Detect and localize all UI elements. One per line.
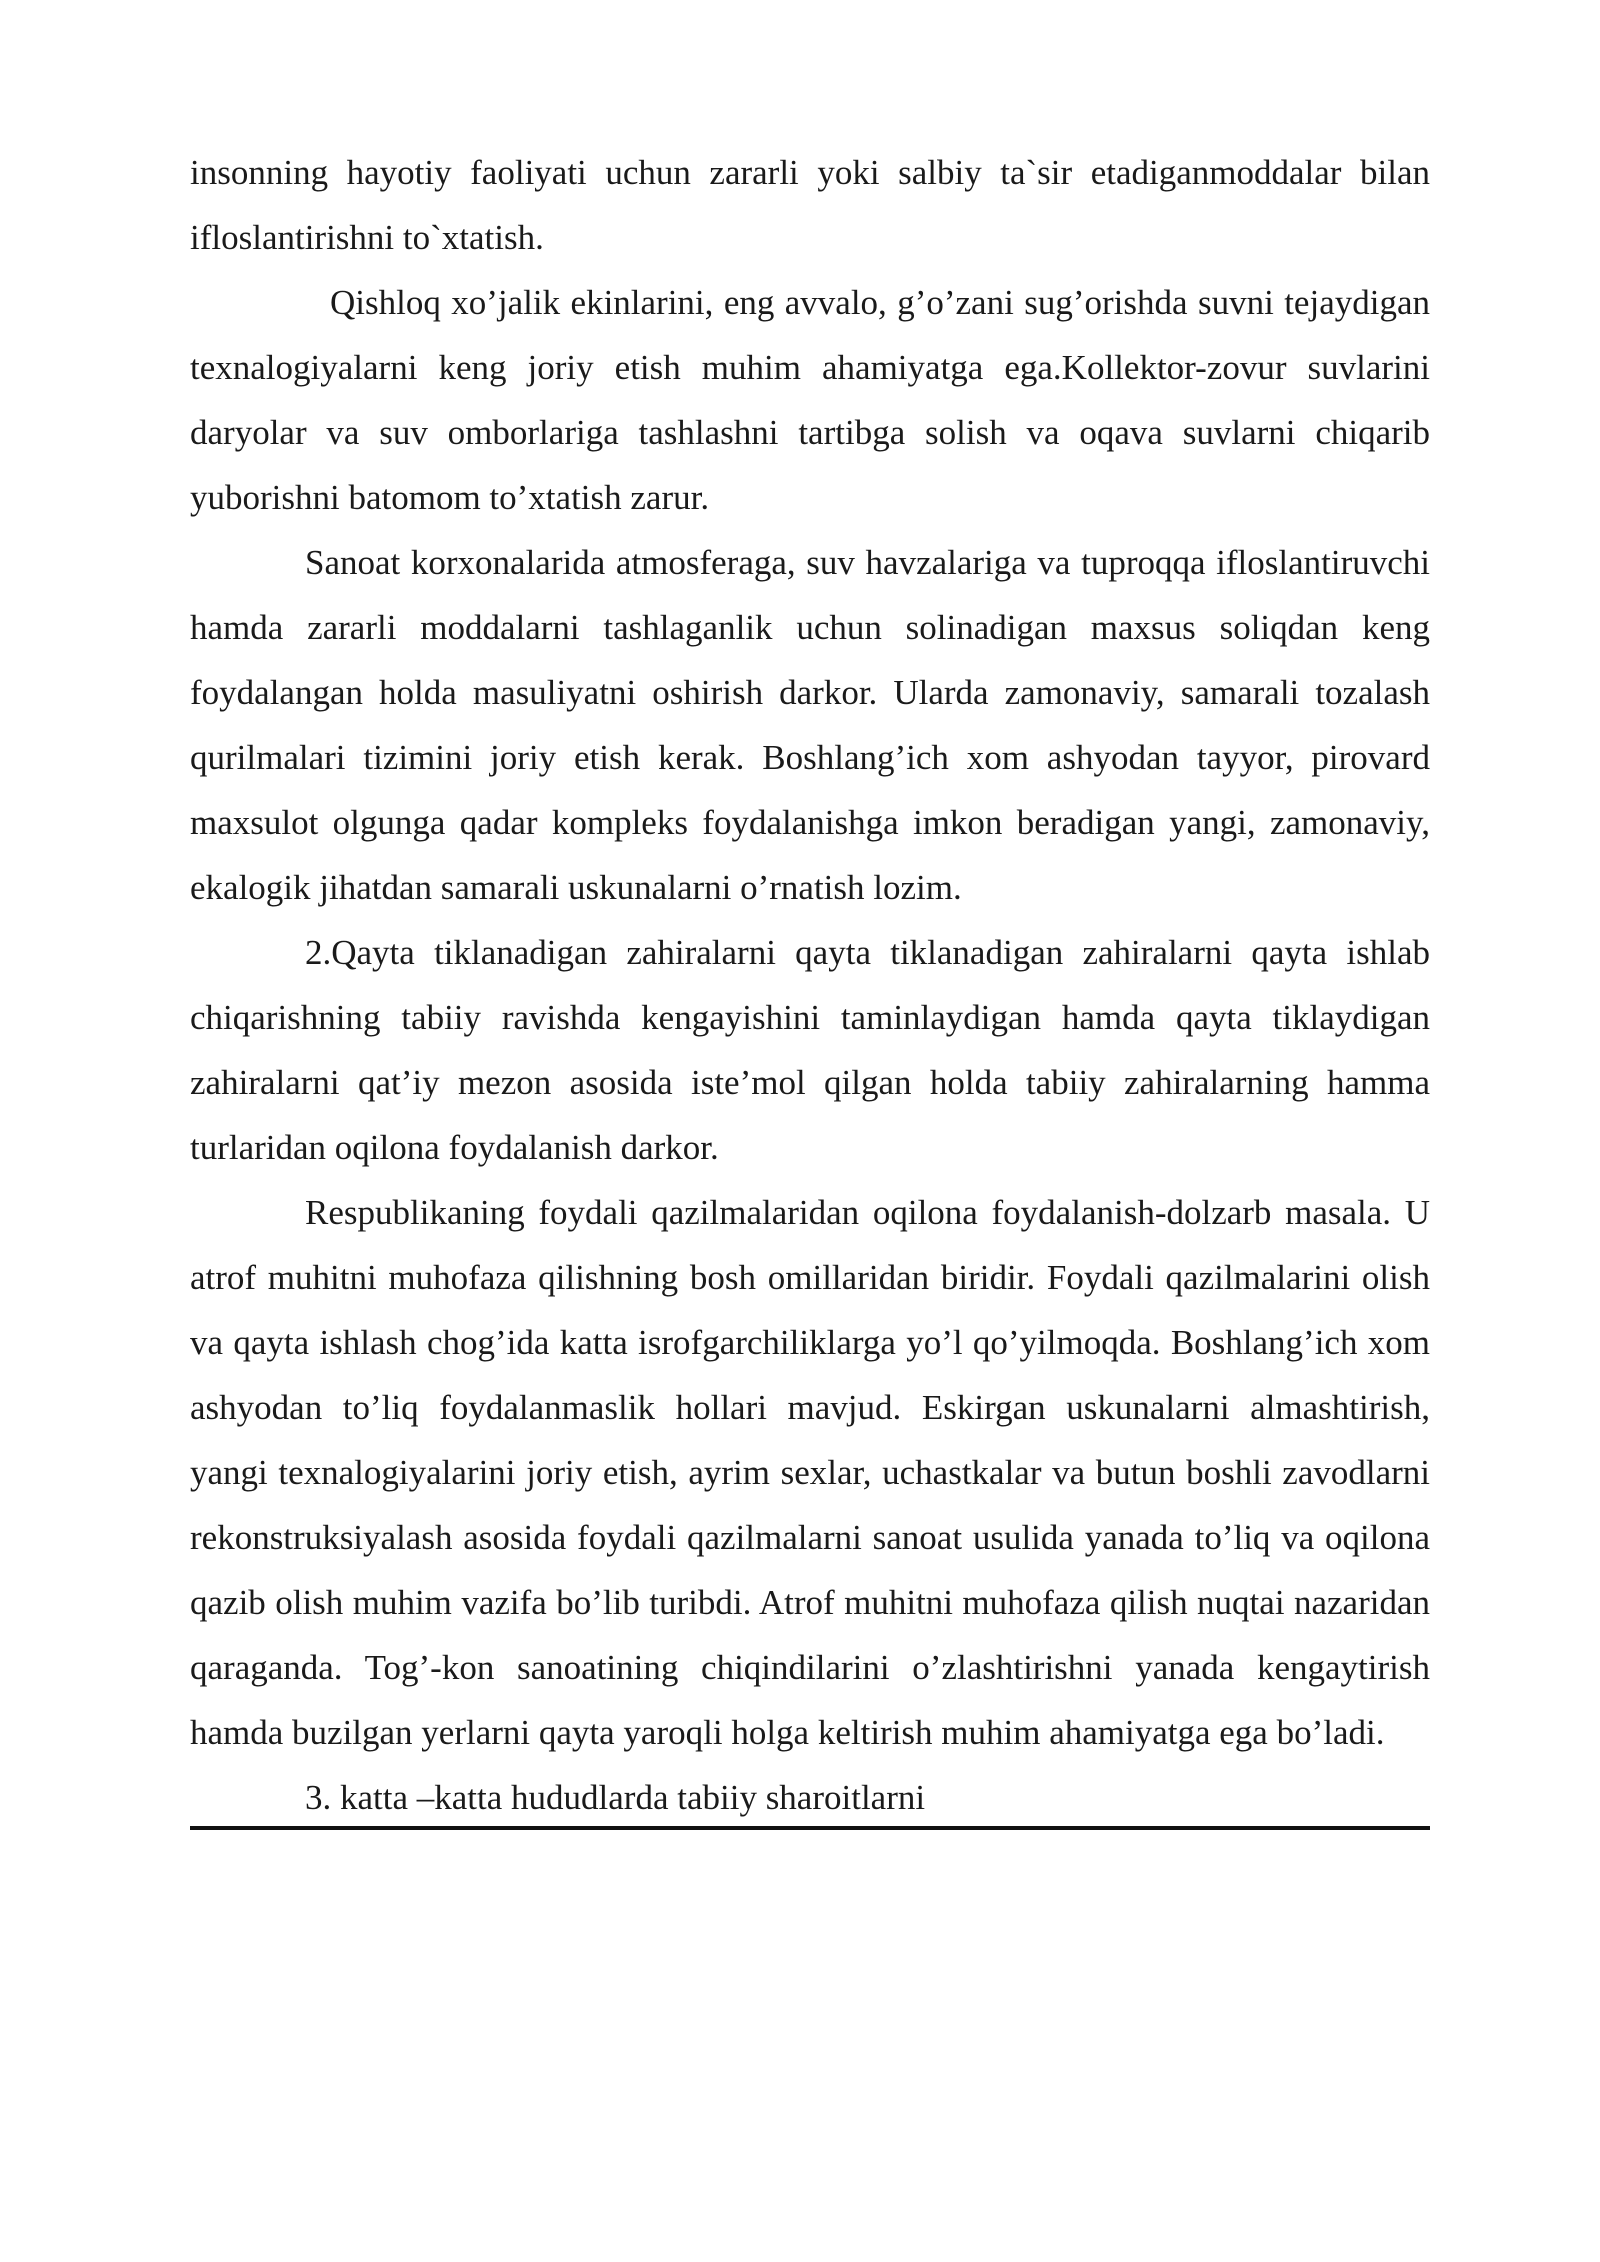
paragraph-industry: Sanoat korxonalarida atmosferaga, suv havzalariga va tuproqqa ifloslantiruvchi hamda zararli moddalarni tashlaganlik uchun solinadigan maxsus soliqdan keng foydalangan holda masuliyatni oshirish darkor. Ularda zamonaviy, samarali tozalash qurilmalari tizimini joriy etish kerak. Boshlang’ich xom ashyodan tayyor, pirovard maxsulot olgunga qadar kompleks foydalanishga imkon beradigan yangi, zamonaviy, ekalogik jihatdan samarali uskunalarni o’rnatish lozim. (190, 543, 1430, 907)
paragraph-irrigation: Qishloq xo’jalik ekinlarini, eng avvalo, g’o’zani sug’orishda suvni tejaydigan texnalogiyalarni keng joriy etish muhim ahamiyatga ega.Kollektor-zovur suvlarini daryolar va suv omborlariga tashlashni tartibga solish va oqava suvlarni chiqarib yuborishni batomom to’xtatish zarur. (190, 283, 1430, 517)
paragraph-continuation: insonning hayotiy faoliyati uchun zararli yoki salbiy ta`sir etadiganmoddalar bilan ifloslantirishni to`xtatish. (190, 153, 1430, 257)
paragraph-section-three: 3. katta –katta hududlarda tabiiy sharoitlarni (305, 1778, 926, 1817)
document-page (190, 140, 1430, 1830)
paragraph-minerals: Respublikaning foydali qazilmalaridan oqilona foydalanish-dolzarb masala. U atrof muhitni muhofaza qilishning bosh omillaridan biridir. Foydali qazilmalarini olish va qayta ishlash chog’ida katta isrofgarchiliklarga yo’l qo’yilmoqda. Boshlang’ich xom ashyodan to’liq foydalanmaslik hollari mavjud. Eskirgan uskunalarni almashtirish, yangi texnalogiyalarini joriy etish, ayrim sexlar, uchastkalar va butun boshli zavodlarni rekonstruksiyalash asosida foydali qazilmalarni sanoat usulida yanada to’liq va oqilona qazib olish muhim vazifa bo’lib turibdi. Atrof muhitni muhofaza qilish nuqtai nazaridan qaraganda. Tog’-kon sanoatining chiqindilarini o’zlashtirishni yanada kengaytirish hamda buzilgan yerlarni qayta yaroqli holga keltirish muhim ahamiyatga ega bo’ladi. (190, 1193, 1430, 1752)
paragraph-renewable-resources: 2.Qayta tiklanadigan zahiralarni qayta tiklanadigan zahiralarni qayta ishlab chiqarishning tabiiy ravishda kengayishini taminlaydigan hamda qayta tiklaydigan zahiralarni qat’iy mezon asosida iste’mol qilgan holda tabiiy zahiralarning hamma turlaridan oqilona foydalanish darkor. (190, 933, 1430, 1167)
